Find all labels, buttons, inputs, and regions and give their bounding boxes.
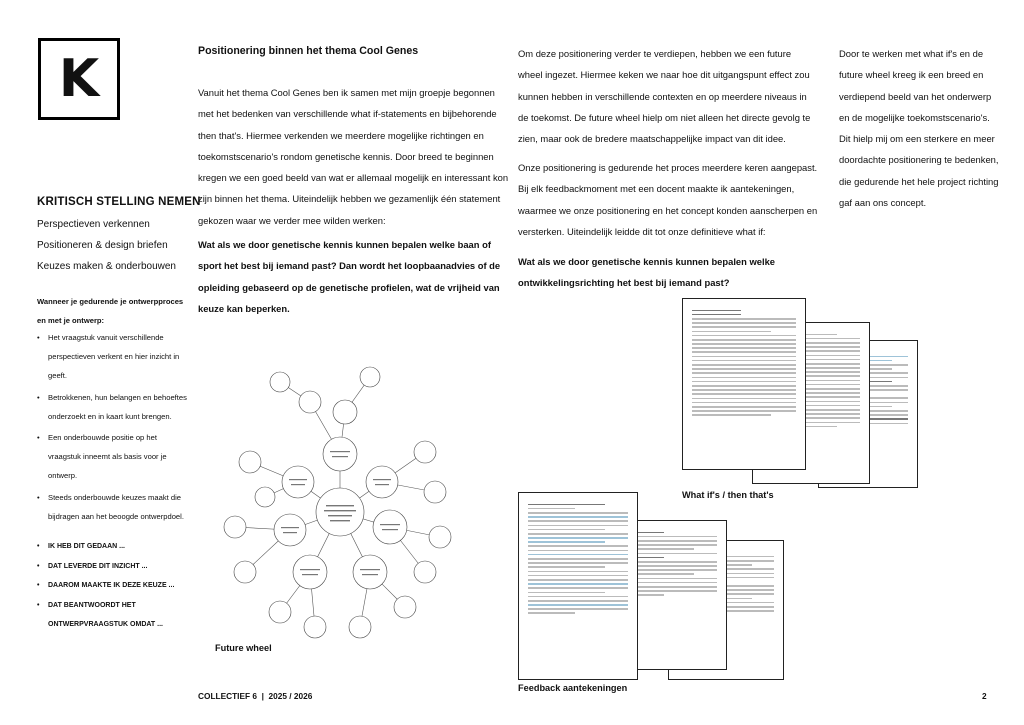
sidebar-item: Perspectieven verkennen <box>37 219 150 230</box>
what-if-statement: Wat als we door genetische kennis kunnen bepalen welke baan of sport het best bij iemand past? Dan wordt het loopbaanadvies of de opleiding gebaseerd op de genetische profielen, wat de vrijheid van keuze kan beperken. <box>198 239 501 314</box>
sidebar-title: KRITISCH STELLING NEMEN <box>37 196 201 208</box>
criteria-item: • Het vraagstuk vanuit verschillende perspectieven verkent en hier inzicht in geeft. <box>37 328 189 386</box>
paragraph: Vanuit het thema Cool Genes ben ik samen met mijn groepje begonnen met het bedenken van verschillende what if-statements en bijbehorende then that's. Hiermee verkenden we meerdere mogelijke richtingen en toekomstscenario's rondom genetische kennis. Door breed te beginnen kregen we een goed beeld van wat er allemaal mogelijk en interessant kon zijn binnen het thema. Uiteindelijk hebben we gezamenlijk één statement gekozen waar we verder mee wilden werken: <box>198 87 509 226</box>
col2-question <box>518 251 818 294</box>
criteria-item: • Betrokkenen, hun belangen en behoeftes onderzoekt en in kaart kunt brengen. <box>37 388 189 426</box>
paragraph: Om deze positionering verder te verdiepen, hebben we een future wheel ingezet. Hiermee keken we naar hoe dit uitgangspunt effect zou kunnen hebben in verschillende contexten en op meerdere niveaus in de toekomst. De future wheel hielp om niet alleen het directe gevolg te zien, maar ook de bredere maatschappelijke impact van dit idee. <box>518 48 811 145</box>
sidebar-list <box>37 214 176 277</box>
caption-future-wheel: Future wheel <box>215 643 272 653</box>
document-thumbnail <box>518 492 638 680</box>
criteria-item: • Een onderbouwde positie op het vraagstuk inneemt als basis voor je ontwerp. <box>37 428 189 486</box>
col1-body <box>198 82 513 231</box>
col3-body <box>839 43 999 213</box>
reflection-prompts <box>37 537 197 635</box>
final-what-if: Wat als we door genetische kennis kunnen bepalen welke ontwikkelingsrichting het best bij iemand past? <box>518 256 776 289</box>
prompt-item: • DAT LEVERDE DIT INZICHT ... <box>37 557 197 577</box>
paragraph: Door te werken met what if's en de future wheel kreeg ik een breed en verdiepend beeld van het onderwerp en de mogelijke toekomstscenario's. Dit hielp mij om een sterkere en meer doordachte positionering te bedenken, die gedurende het hele project richting gaf aan ons concept. <box>839 48 999 209</box>
page-number: 2 <box>982 691 987 701</box>
logo-letter: K <box>58 49 100 109</box>
col2-body-2 <box>518 157 818 242</box>
section-title: Positionering binnen het thema Cool Genes <box>198 45 419 57</box>
caption-feedback: Feedback aantekeningen <box>518 683 628 693</box>
col2-body <box>518 43 818 149</box>
criteria-item: • Steeds onderbouwde keuzes maakt die bijdragen aan het beoogde ontwerpdoel. <box>37 488 189 526</box>
footer-label: COLLECTIEF 6 | 2025 / 2026 <box>198 691 313 701</box>
logo <box>38 38 120 120</box>
sidebar-item: Keuzes maken & onderbouwen <box>37 261 176 272</box>
prompt-item: • DAT BEANTWOORDT HET ONTWERPVRAAGSTUK OMDAT ... <box>37 596 197 635</box>
col1-question <box>198 234 513 319</box>
future-wheel-diagram <box>210 362 460 652</box>
prompt-item: • IK HEB DIT GEDAAN ... <box>37 537 197 557</box>
sidebar-item: Positioneren & design briefen <box>37 240 168 251</box>
document-thumbnail <box>682 298 806 470</box>
criteria-list <box>37 328 189 528</box>
prompt-item: • DAAROM MAAKTE IK DEZE KEUZE ... <box>37 576 197 596</box>
caption-what-ifs: What if's / then that's <box>682 490 774 500</box>
sidebar-intro: Wanneer je gedurende je ontwerpproces en met je ontwerp: <box>37 297 184 325</box>
paragraph: Onze positionering is gedurende het proces meerdere keren aangepast. Bij elk feedbackmoment met een docent maakte ik aantekeningen, waarmee we onze positionering en het concept konden aanscherpen en versterken. Uiteindelijk leidde dit tot onze definitieve what if: <box>518 162 818 237</box>
